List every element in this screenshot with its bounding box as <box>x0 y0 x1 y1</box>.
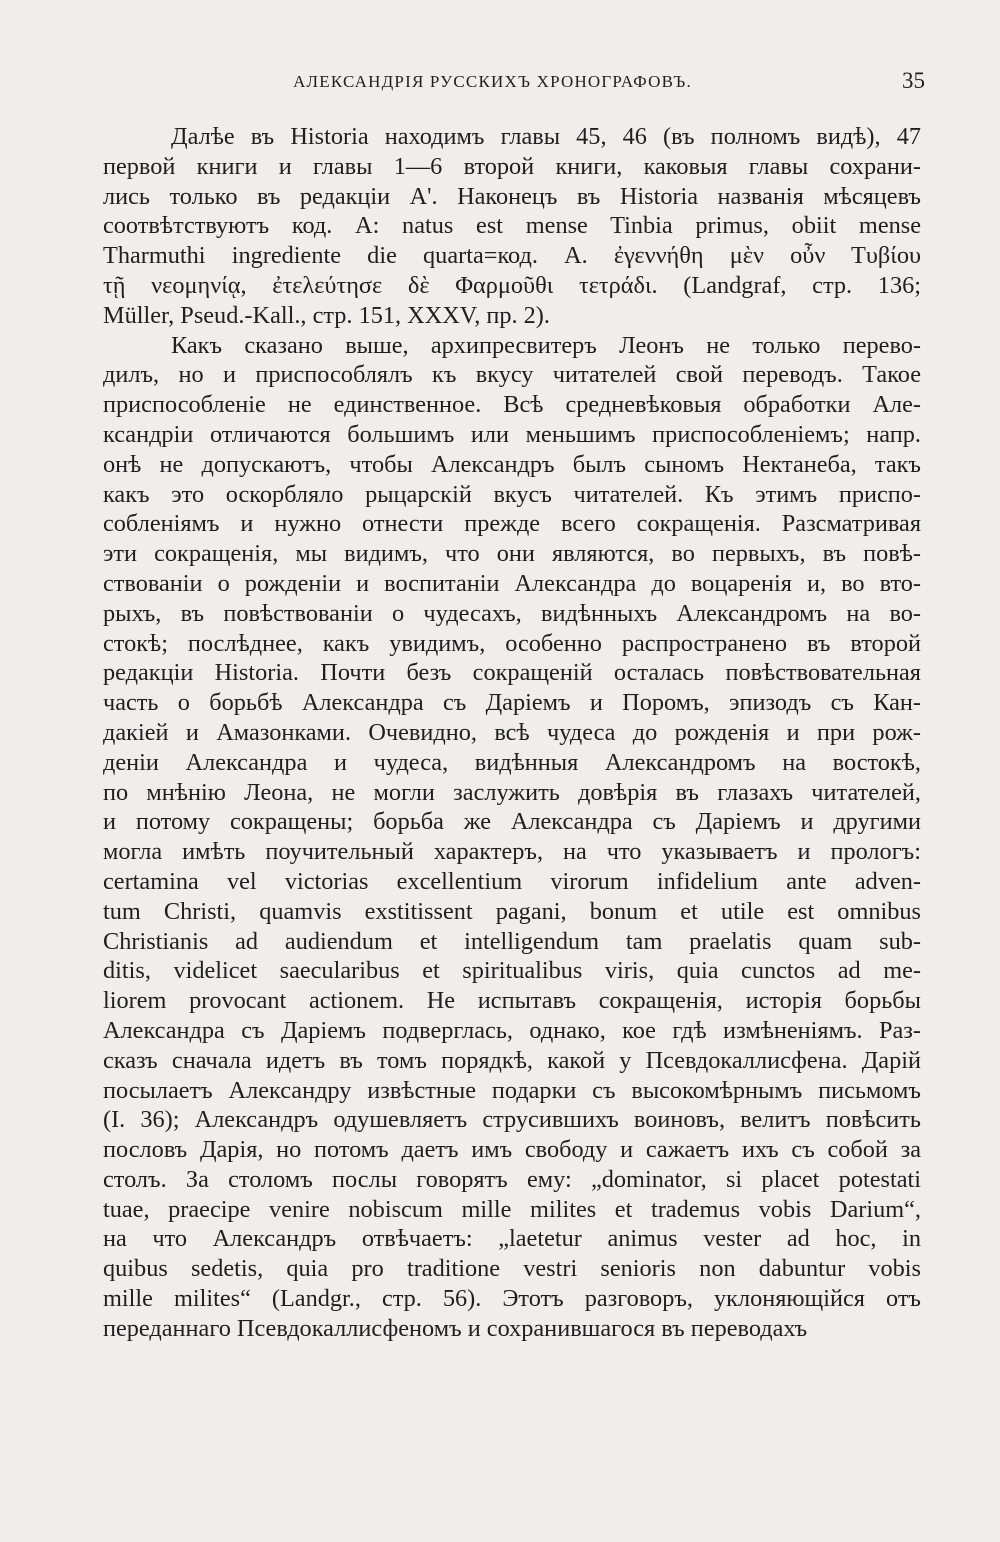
text-line: tuae, praecipe venire nobiscum mille milites et trademus vobis Darium“, <box>103 1195 921 1223</box>
text-line: certamina vel victorias excellentium virorum infidelium ante adven- <box>103 867 921 895</box>
text-line: ствованіи о рожденіи и воспитаніи Александра до воцаренія и, во вто- <box>103 569 921 597</box>
text-line: Какъ сказано выше, архипресвитеръ Леонъ не только перево- <box>171 331 921 359</box>
text-line: собленіямъ и нужно отнести прежде всего сокращенія. Разсматривая <box>103 510 921 538</box>
text-line: quibus sedetis, quia pro traditione vestri senioris non dabuntur vobis <box>103 1255 921 1283</box>
text-line: первой книги и главы 1—6 второй книги, каковыя главы сохрани- <box>103 152 921 180</box>
text-line: переданнаго Псевдокаллисфеномъ и сохранившагося въ переводахъ <box>103 1314 808 1342</box>
page-number: 35 <box>902 68 925 93</box>
text-line: столъ. За столомъ послы говорятъ ему: „dominator, si placet potestati <box>103 1165 921 1193</box>
text-line: Tharmuthi ingrediente die quarta=код. А. ἐγεννήθη μὲν οὖν Τυβίου <box>103 242 921 270</box>
text-line: mille milites“ (Landgr., стр. 56). Этотъ разговоръ, уклоняющійся отъ <box>103 1285 921 1313</box>
text-line: (I. 36); Александръ одушевляетъ струсившихъ воиновъ, велитъ повѣсить <box>103 1106 921 1134</box>
text-line: онѣ не допускаютъ, чтобы Александръ былъ сыномъ Нектанеба, такъ <box>103 450 921 478</box>
text-line: часть о борьбѣ Александра съ Даріемъ и Поромъ, эпизодъ съ Кан- <box>103 689 921 717</box>
text-line: какъ это оскорбляло рыцарскій вкусъ читателей. Къ этимъ приспо- <box>103 480 921 508</box>
text-line: Christianis ad audiendum et intelligendum tam praelatis quam sub- <box>103 927 921 955</box>
text-line: и потому сокращены; борьба же Александра съ Даріемъ и другими <box>103 808 921 836</box>
running-head <box>100 68 925 102</box>
text-line: τῇ νεομηνίᾳ, ἐτελεύτησε δὲ Φαρμοῦθι τετράδι. (Landgraf, стр. 136; <box>103 271 921 299</box>
text-line: сказъ сначала идетъ въ томъ порядкѣ, какой у Псевдокаллисфена. Дарій <box>103 1046 921 1074</box>
text-line: tum Christi, quamvis exstitissent pagani, bonum et utile est omnibus <box>103 897 921 925</box>
text-line: эти сокращенія, мы видимъ, что они являются, во первыхъ, въ повѣ- <box>103 540 921 568</box>
text-line: деніи Александра и чудеса, видѣнныя Александромъ на востокѣ, <box>103 748 921 776</box>
text-line: по мнѣнію Леона, не могли заслужить довѣрія въ глазахъ читателей, <box>103 778 921 806</box>
running-title: АЛЕКСАНДРІЯ РУССКИХЪ ХРОНОГРАФОВЪ. <box>293 72 692 91</box>
text-line: liorem provocant actionem. Не испытавъ сокращенія, исторія борьбы <box>103 987 921 1015</box>
text-line: могла имѣть поучительный характеръ, на что указываетъ и прологъ: <box>103 838 921 866</box>
text-line: стокѣ; послѣднее, какъ увидимъ, особенно распространено въ второй <box>103 629 921 657</box>
text-line: приспособленіе не единственное. Всѣ средневѣковыя обработки Але- <box>103 391 921 419</box>
text-line: Александра съ Даріемъ подверглась, однако, кое гдѣ измѣненіямъ. Раз- <box>103 1016 921 1044</box>
text-line: на что Александръ отвѣчаетъ: „laetetur animus vester ad hoc, in <box>103 1225 921 1253</box>
text-line: ксандріи отличаются большимъ или меньшимъ приспособленіемъ; напр. <box>103 420 921 448</box>
text-line: Müller, Pseud.-Kall., стр. 151, XXXV, пр. 2). <box>103 301 550 329</box>
text-line: лись только въ редакціи A'. Наконецъ въ Historia названія мѣсяцевъ <box>103 182 921 210</box>
body-text <box>103 122 921 1344</box>
text-line: Далѣе въ Historia находимъ главы 45, 46 (въ полномъ видѣ), 47 <box>171 123 921 150</box>
text-line: рыхъ, въ повѣствованіи о чудесахъ, видѣнныхъ Александромъ на во- <box>103 599 921 627</box>
text-line: ditis, videlicet saecularibus et spiritualibus viris, quia cunctos ad me- <box>103 957 921 985</box>
text-line: редакціи Historia. Почти безъ сокращеній осталась повѣствовательная <box>103 659 921 687</box>
text-line: дакіей и Амазонками. Очевидно, всѣ чудеса до рожденія и при рож- <box>103 718 921 746</box>
text-line: соотвѣтствуютъ код. А: natus est mense Tinbia primus, obiit mense <box>103 212 921 240</box>
text-line: дилъ, но и приспособлялъ къ вкусу читателей свой переводъ. Такое <box>103 361 921 389</box>
text-line: пословъ Дарія, но потомъ даетъ имъ свободу и сажаетъ ихъ съ собой за <box>103 1136 921 1164</box>
text-line: посылаетъ Александру извѣстные подарки съ высокомѣрнымъ письмомъ <box>103 1076 921 1104</box>
